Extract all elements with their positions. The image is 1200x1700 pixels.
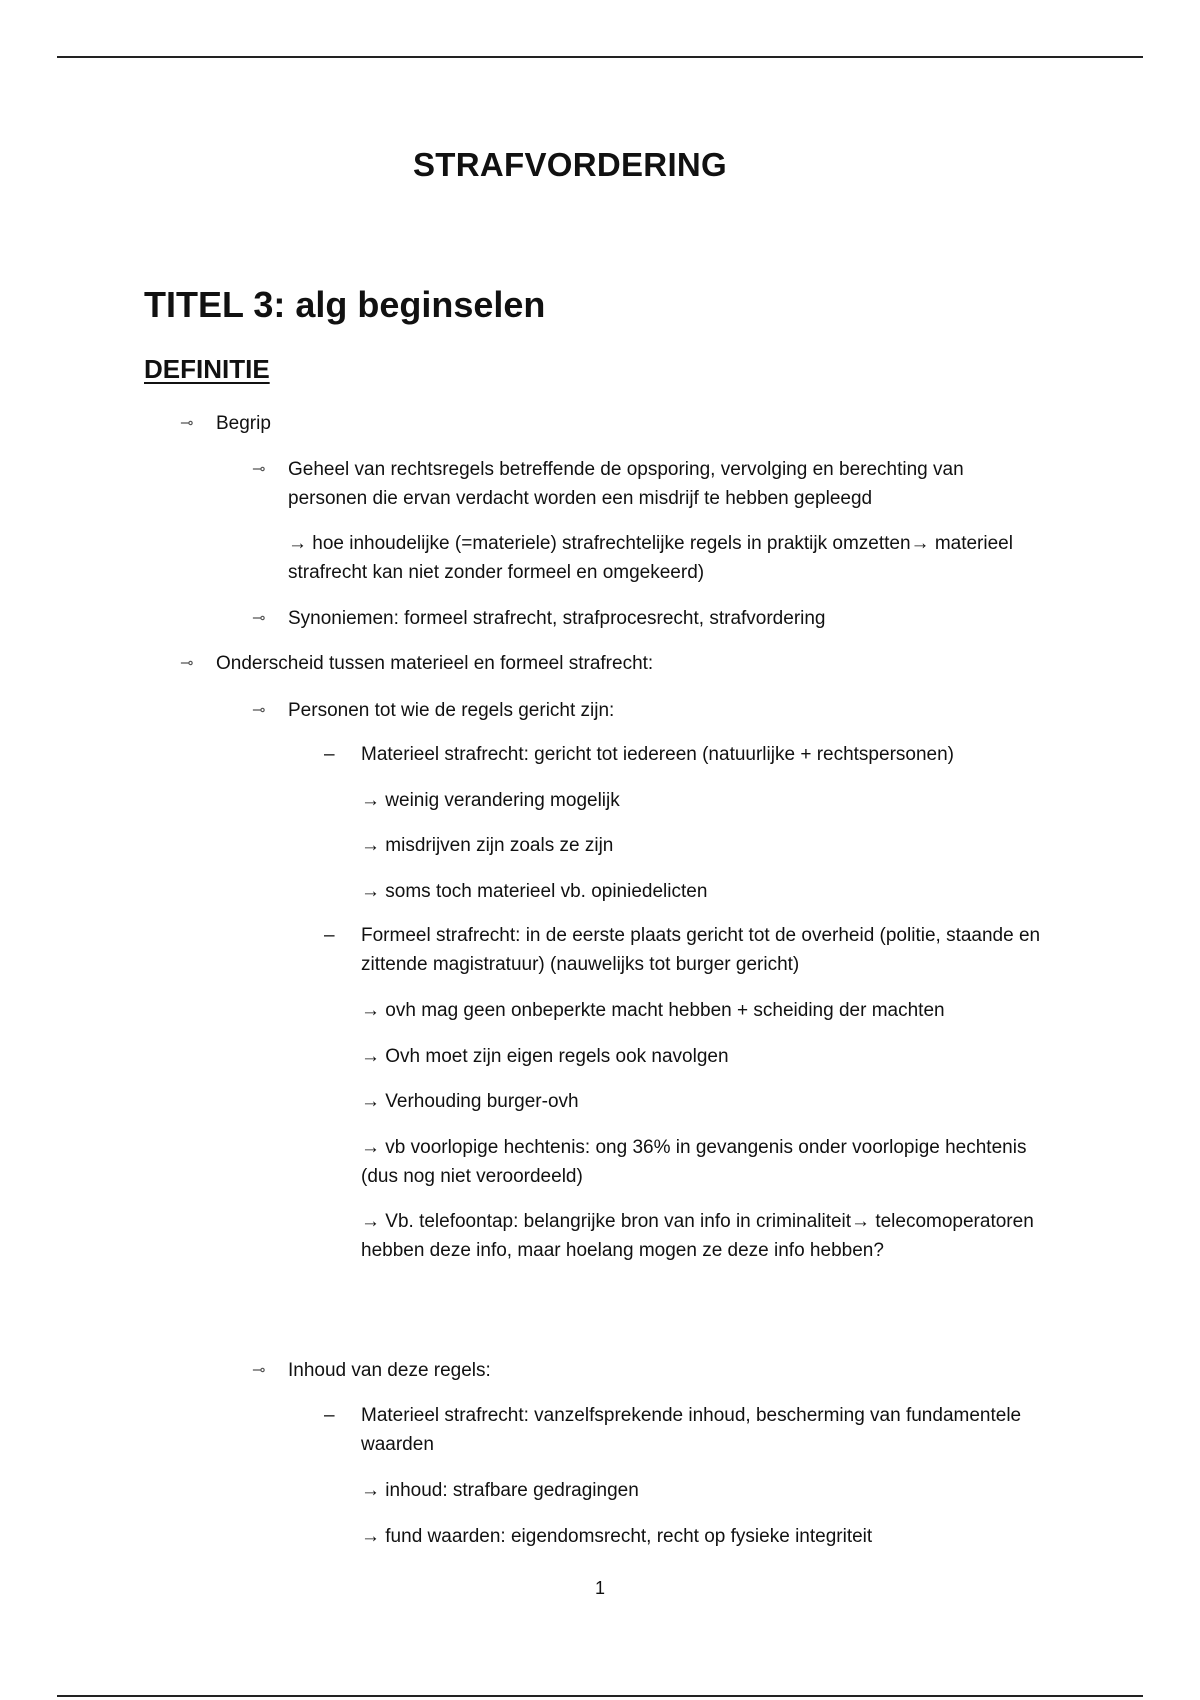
list-item-onderscheid: Onderscheid tussen materieel en formeel strafrecht: [216, 653, 654, 674]
header-rule [57, 56, 1143, 58]
bullet-icon: ⊸ [180, 655, 194, 672]
note-inhoud-2: → fund waarden: eigendomsrecht, recht op fysieke integriteit [361, 1526, 873, 1547]
note-formeel-1: → ovh mag geen onbeperkte macht hebben + scheiding der machten [361, 1000, 945, 1021]
note-formeel-2: → Ovh moet zijn eigen regels ook navolgen [361, 1046, 729, 1067]
dash-bullet: – [324, 744, 335, 765]
list-item-begrip-definition: Geheel van rechtsregels betreffende de opsporing, vervolging en berechting van personen die ervan verdacht worden een misdrijf te hebben gepleegd [288, 459, 964, 509]
page-number: 1 [594, 1578, 605, 1598]
list-item-materieel-personen: Materieel strafrecht: gericht tot iedereen (natuurlijke + rechtspersonen) [361, 744, 954, 765]
note-materieel-3: → soms toch materieel vb. opiniedelicten [361, 881, 708, 902]
dash-bullet: – [324, 1405, 335, 1426]
note-inhoud-1: → inhoud: strafbare gedragingen [361, 1480, 639, 1501]
heading-definitie: DEFINITIE [144, 354, 270, 384]
bullet-icon: ⊸ [252, 1362, 266, 1379]
note-materieel-2: → misdrijven zijn zoals ze zijn [361, 835, 614, 856]
bullet-icon: ⊸ [252, 461, 266, 478]
heading-titel-3: TITEL 3: alg beginselen [144, 284, 546, 325]
note-formeel-3: → Verhouding burger-ovh [361, 1091, 579, 1112]
list-item-begrip: Begrip [216, 413, 271, 434]
bullet-icon: ⊸ [180, 415, 194, 432]
document-title: STRAFVORDERING [412, 146, 728, 183]
bullet-icon: ⊸ [252, 702, 266, 719]
note-materieel-1: → weinig verandering mogelijk [361, 790, 620, 811]
list-item-synoniemen: Synoniemen: formeel strafrecht, strafprocesrecht, strafvordering [288, 608, 826, 629]
note-begrip: → hoe inhoudelijke (=materiele) strafrechtelijke regels in praktijk omzetten→ materieel strafrecht kan niet zonder formeel en omgekeerd) [288, 533, 1013, 583]
note-formeel-5: → Vb. telefoontap: belangrijke bron van info in criminaliteit→ telecomoperatoren hebben deze info, maar hoelang mogen ze deze info hebben? [361, 1211, 1034, 1261]
list-item-materieel-inhoud: Materieel strafrecht: vanzelfsprekende inhoud, bescherming van fundamentele waarden [361, 1405, 1022, 1455]
dash-bullet: – [324, 925, 335, 946]
note-formeel-4: → vb voorlopige hechtenis: ong 36% in gevangenis onder voorlopige hechtenis (dus nog niet veroordeeld) [361, 1137, 1027, 1187]
list-item-personen: Personen tot wie de regels gericht zijn: [288, 700, 615, 721]
footer-rule [57, 1695, 1143, 1697]
list-item-inhoud: Inhoud van deze regels: [288, 1360, 491, 1381]
bullet-icon: ⊸ [252, 610, 266, 627]
list-item-formeel-personen: Formeel strafrecht: in de eerste plaats gericht tot de overheid (politie, staande en zittende magistratuur) (nauwelijks tot burger gericht) [361, 925, 1041, 975]
